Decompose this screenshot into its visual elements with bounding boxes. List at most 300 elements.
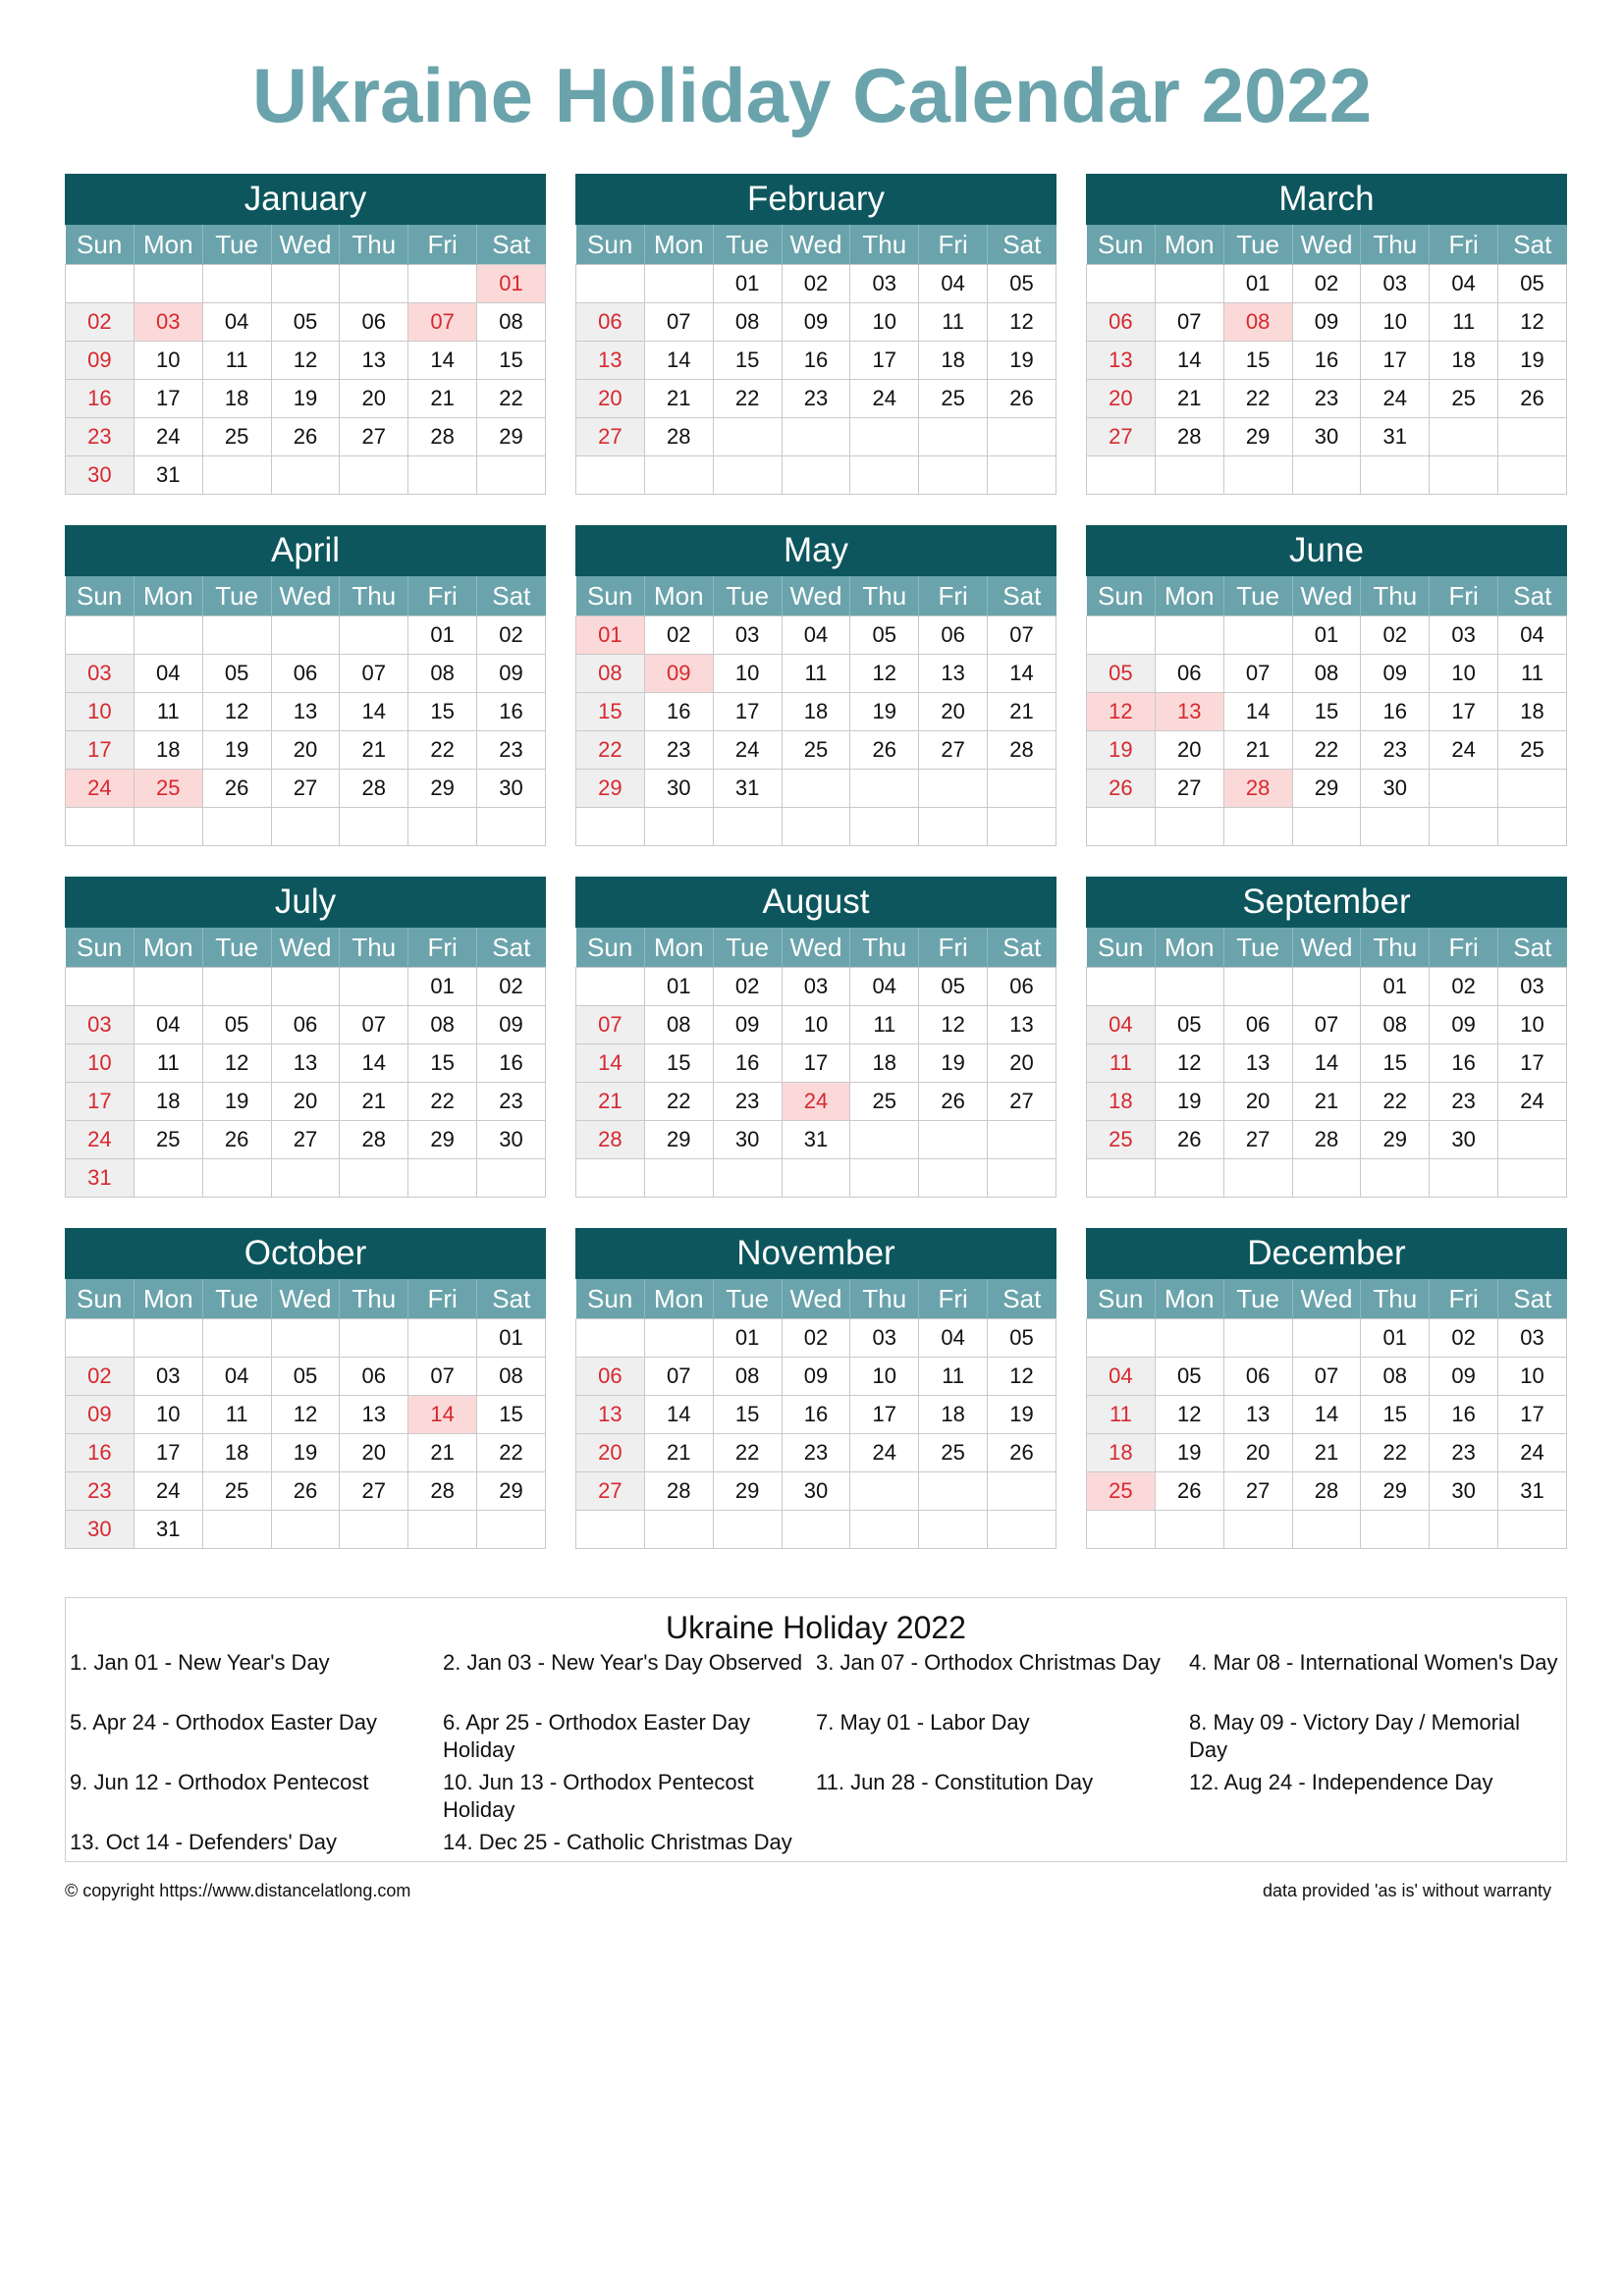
empty-day-cell bbox=[713, 418, 782, 456]
empty-day-cell bbox=[1087, 968, 1156, 1006]
month-title: August bbox=[575, 877, 1056, 928]
holiday-list-title: Ukraine Holiday 2022 bbox=[666, 1610, 966, 1645]
day-cell: 23 bbox=[1292, 380, 1361, 418]
day-cell: 13 bbox=[988, 1006, 1056, 1044]
empty-day-cell bbox=[271, 1511, 340, 1549]
day-cell: 18 bbox=[1430, 342, 1498, 380]
day-cell: 10 bbox=[850, 303, 919, 342]
day-cell: 03 bbox=[134, 1358, 202, 1396]
empty-day-cell bbox=[66, 616, 135, 655]
weekday-header: Mon bbox=[1155, 1279, 1223, 1319]
day-cell: 26 bbox=[271, 418, 340, 456]
day-cell: 25 bbox=[919, 380, 988, 418]
day-cell: 10 bbox=[1498, 1006, 1567, 1044]
day-cell: 10 bbox=[66, 1044, 135, 1083]
day-cell: 30 bbox=[1292, 418, 1361, 456]
day-cell: 14 bbox=[1155, 342, 1223, 380]
empty-day-cell bbox=[340, 265, 408, 303]
day-cell: 15 bbox=[477, 342, 546, 380]
day-cell: 20 bbox=[340, 380, 408, 418]
day-cell: 06 bbox=[271, 655, 340, 693]
day-cell: 01 bbox=[1361, 1319, 1430, 1358]
weekday-header: Fri bbox=[919, 576, 988, 616]
day-cell: 24 bbox=[1498, 1434, 1567, 1472]
weekday-header: Mon bbox=[1155, 225, 1223, 265]
day-cell: 23 bbox=[1430, 1434, 1498, 1472]
day-cell: 25 bbox=[134, 1121, 202, 1159]
day-cell: 27 bbox=[340, 418, 408, 456]
day-cell: 09 bbox=[477, 1006, 546, 1044]
day-cell: 23 bbox=[782, 380, 850, 418]
day-cell: 31 bbox=[782, 1121, 850, 1159]
day-cell: 29 bbox=[1223, 418, 1292, 456]
day-cell: 01 bbox=[1361, 968, 1430, 1006]
empty-day-cell bbox=[66, 968, 135, 1006]
day-cell: 26 bbox=[919, 1083, 988, 1121]
day-cell: 04 bbox=[850, 968, 919, 1006]
empty-day-cell bbox=[782, 808, 850, 846]
day-cell: 18 bbox=[134, 1083, 202, 1121]
day-cell: 18 bbox=[1087, 1434, 1156, 1472]
day-cell: 09 bbox=[1361, 655, 1430, 693]
day-cell: 31 bbox=[713, 770, 782, 808]
empty-day-cell bbox=[850, 418, 919, 456]
day-cell: 24 bbox=[1498, 1083, 1567, 1121]
weekday-header: Fri bbox=[1430, 576, 1498, 616]
day-cell: 26 bbox=[850, 731, 919, 770]
day-cell: 07 bbox=[408, 1358, 477, 1396]
empty-day-cell bbox=[202, 808, 271, 846]
day-cell: 13 bbox=[576, 342, 645, 380]
empty-day-cell bbox=[340, 1319, 408, 1358]
weekday-header: Sun bbox=[66, 576, 135, 616]
empty-day-cell bbox=[1361, 808, 1430, 846]
weekday-header: Thu bbox=[1361, 1279, 1430, 1319]
weekday-header: Sat bbox=[477, 928, 546, 968]
empty-day-cell bbox=[1155, 265, 1223, 303]
empty-day-cell bbox=[134, 808, 202, 846]
day-cell: 13 bbox=[1155, 693, 1223, 731]
day-cell: 18 bbox=[1087, 1083, 1156, 1121]
empty-day-cell bbox=[919, 1121, 988, 1159]
empty-day-cell bbox=[644, 265, 713, 303]
month-july bbox=[65, 877, 546, 1198]
empty-day-cell bbox=[1223, 616, 1292, 655]
day-cell: 24 bbox=[782, 1083, 850, 1121]
weekday-header: Sat bbox=[1498, 1279, 1567, 1319]
empty-day-cell bbox=[850, 1159, 919, 1198]
empty-day-cell bbox=[408, 1319, 477, 1358]
day-cell: 12 bbox=[988, 303, 1056, 342]
empty-day-cell bbox=[782, 1511, 850, 1549]
day-cell: 04 bbox=[919, 265, 988, 303]
empty-day-cell bbox=[1430, 418, 1498, 456]
weekday-header: Sun bbox=[66, 1279, 135, 1319]
day-cell: 14 bbox=[1292, 1044, 1361, 1083]
day-cell: 17 bbox=[850, 342, 919, 380]
day-cell: 01 bbox=[713, 1319, 782, 1358]
day-cell: 04 bbox=[919, 1319, 988, 1358]
day-cell: 20 bbox=[988, 1044, 1056, 1083]
empty-day-cell bbox=[1087, 1511, 1156, 1549]
day-cell: 29 bbox=[477, 418, 546, 456]
day-cell: 30 bbox=[477, 770, 546, 808]
empty-day-cell bbox=[1087, 456, 1156, 495]
day-cell: 25 bbox=[134, 770, 202, 808]
day-cell: 21 bbox=[644, 380, 713, 418]
day-cell: 07 bbox=[1223, 655, 1292, 693]
empty-day-cell bbox=[271, 456, 340, 495]
day-cell: 01 bbox=[1292, 616, 1361, 655]
holiday-item: 9. Jun 12 - Orthodox Pentecost bbox=[70, 1770, 369, 1794]
day-cell: 23 bbox=[477, 1083, 546, 1121]
weekday-header: Tue bbox=[1223, 928, 1292, 968]
day-cell: 19 bbox=[850, 693, 919, 731]
month-march bbox=[1086, 174, 1567, 495]
day-cell: 02 bbox=[1430, 1319, 1498, 1358]
day-cell: 13 bbox=[271, 693, 340, 731]
day-cell: 18 bbox=[134, 731, 202, 770]
day-cell: 16 bbox=[644, 693, 713, 731]
day-cell: 13 bbox=[919, 655, 988, 693]
day-cell: 11 bbox=[134, 1044, 202, 1083]
holiday-item: 7. May 01 - Labor Day bbox=[816, 1710, 1030, 1735]
day-cell: 16 bbox=[1430, 1396, 1498, 1434]
empty-day-cell bbox=[1498, 1121, 1567, 1159]
day-cell: 30 bbox=[66, 456, 135, 495]
empty-day-cell bbox=[1292, 456, 1361, 495]
day-cell: 21 bbox=[1223, 731, 1292, 770]
day-cell: 24 bbox=[850, 1434, 919, 1472]
day-cell: 03 bbox=[134, 303, 202, 342]
day-cell: 28 bbox=[1223, 770, 1292, 808]
day-cell: 28 bbox=[340, 1121, 408, 1159]
day-cell: 02 bbox=[782, 1319, 850, 1358]
empty-day-cell bbox=[1223, 808, 1292, 846]
day-cell: 05 bbox=[271, 1358, 340, 1396]
day-cell: 09 bbox=[713, 1006, 782, 1044]
empty-day-cell bbox=[576, 968, 645, 1006]
empty-day-cell bbox=[782, 770, 850, 808]
day-cell: 17 bbox=[1498, 1396, 1567, 1434]
weekday-header: Fri bbox=[408, 928, 477, 968]
weekday-header: Sat bbox=[1498, 225, 1567, 265]
empty-day-cell bbox=[408, 808, 477, 846]
day-cell: 22 bbox=[713, 1434, 782, 1472]
empty-day-cell bbox=[1223, 1159, 1292, 1198]
day-cell: 11 bbox=[919, 1358, 988, 1396]
day-cell: 04 bbox=[202, 303, 271, 342]
day-cell: 22 bbox=[408, 1083, 477, 1121]
weekday-header: Sun bbox=[576, 576, 645, 616]
empty-day-cell bbox=[340, 808, 408, 846]
empty-day-cell bbox=[271, 808, 340, 846]
day-cell: 30 bbox=[782, 1472, 850, 1511]
weekday-header: Thu bbox=[340, 225, 408, 265]
day-cell: 24 bbox=[134, 1472, 202, 1511]
day-cell: 03 bbox=[713, 616, 782, 655]
day-cell: 01 bbox=[408, 616, 477, 655]
day-cell: 25 bbox=[202, 1472, 271, 1511]
day-cell: 04 bbox=[134, 1006, 202, 1044]
day-cell: 09 bbox=[1430, 1006, 1498, 1044]
empty-day-cell bbox=[919, 1511, 988, 1549]
day-cell: 27 bbox=[1087, 418, 1156, 456]
day-cell: 07 bbox=[340, 655, 408, 693]
empty-day-cell bbox=[713, 1511, 782, 1549]
empty-day-cell bbox=[1498, 456, 1567, 495]
weekday-header: Thu bbox=[1361, 928, 1430, 968]
day-cell: 30 bbox=[713, 1121, 782, 1159]
weekday-header: Mon bbox=[644, 576, 713, 616]
empty-day-cell bbox=[850, 1472, 919, 1511]
day-cell: 03 bbox=[1498, 968, 1567, 1006]
day-cell: 19 bbox=[271, 1434, 340, 1472]
empty-day-cell bbox=[1155, 1319, 1223, 1358]
empty-day-cell bbox=[1223, 1319, 1292, 1358]
weekday-header: Sun bbox=[1087, 576, 1156, 616]
empty-day-cell bbox=[1155, 1511, 1223, 1549]
day-cell: 08 bbox=[1223, 303, 1292, 342]
empty-day-cell bbox=[988, 1159, 1056, 1198]
empty-day-cell bbox=[1498, 1159, 1567, 1198]
empty-day-cell bbox=[644, 808, 713, 846]
empty-day-cell bbox=[1430, 1511, 1498, 1549]
weekday-header: Mon bbox=[1155, 576, 1223, 616]
day-cell: 28 bbox=[1292, 1472, 1361, 1511]
empty-day-cell bbox=[202, 968, 271, 1006]
day-cell: 25 bbox=[202, 418, 271, 456]
month-september bbox=[1086, 877, 1567, 1198]
day-cell: 26 bbox=[1087, 770, 1156, 808]
day-cell: 24 bbox=[1361, 380, 1430, 418]
empty-day-cell bbox=[1430, 808, 1498, 846]
day-cell: 01 bbox=[477, 265, 546, 303]
empty-day-cell bbox=[1087, 808, 1156, 846]
day-cell: 05 bbox=[202, 655, 271, 693]
weekday-header: Mon bbox=[644, 225, 713, 265]
day-cell: 18 bbox=[1498, 693, 1567, 731]
day-cell: 07 bbox=[988, 616, 1056, 655]
day-cell: 25 bbox=[850, 1083, 919, 1121]
empty-day-cell bbox=[1223, 456, 1292, 495]
weekday-header: Sun bbox=[66, 225, 135, 265]
day-cell: 29 bbox=[1361, 1472, 1430, 1511]
empty-day-cell bbox=[919, 418, 988, 456]
empty-day-cell bbox=[134, 616, 202, 655]
weekday-header: Thu bbox=[850, 928, 919, 968]
day-cell: 23 bbox=[66, 1472, 135, 1511]
day-cell: 26 bbox=[1498, 380, 1567, 418]
weekday-header: Wed bbox=[782, 1279, 850, 1319]
day-cell: 10 bbox=[1430, 655, 1498, 693]
day-cell: 16 bbox=[1430, 1044, 1498, 1083]
day-cell: 15 bbox=[477, 1396, 546, 1434]
empty-day-cell bbox=[850, 1121, 919, 1159]
day-cell: 18 bbox=[782, 693, 850, 731]
day-cell: 08 bbox=[477, 303, 546, 342]
day-cell: 08 bbox=[713, 303, 782, 342]
weekday-header: Fri bbox=[919, 1279, 988, 1319]
weekday-header: Mon bbox=[134, 225, 202, 265]
day-cell: 28 bbox=[1155, 418, 1223, 456]
day-cell: 02 bbox=[66, 303, 135, 342]
empty-day-cell bbox=[1223, 1511, 1292, 1549]
day-cell: 02 bbox=[782, 265, 850, 303]
day-cell: 06 bbox=[1223, 1358, 1292, 1396]
day-cell: 18 bbox=[919, 1396, 988, 1434]
day-cell: 25 bbox=[1430, 380, 1498, 418]
weekday-header: Wed bbox=[782, 928, 850, 968]
day-cell: 22 bbox=[1292, 731, 1361, 770]
day-cell: 17 bbox=[134, 380, 202, 418]
day-cell: 19 bbox=[919, 1044, 988, 1083]
day-cell: 11 bbox=[1498, 655, 1567, 693]
day-cell: 15 bbox=[1361, 1044, 1430, 1083]
day-cell: 23 bbox=[713, 1083, 782, 1121]
month-title: November bbox=[575, 1228, 1056, 1279]
day-cell: 20 bbox=[271, 1083, 340, 1121]
weekday-header: Sun bbox=[1087, 225, 1156, 265]
empty-day-cell bbox=[576, 456, 645, 495]
day-cell: 26 bbox=[1155, 1121, 1223, 1159]
day-cell: 04 bbox=[1430, 265, 1498, 303]
day-cell: 05 bbox=[919, 968, 988, 1006]
empty-day-cell bbox=[576, 1511, 645, 1549]
empty-day-cell bbox=[1087, 265, 1156, 303]
weekday-header: Tue bbox=[1223, 1279, 1292, 1319]
empty-day-cell bbox=[1292, 1319, 1361, 1358]
day-cell: 22 bbox=[644, 1083, 713, 1121]
month-august bbox=[575, 877, 1056, 1198]
day-cell: 07 bbox=[644, 1358, 713, 1396]
day-cell: 07 bbox=[1155, 303, 1223, 342]
empty-day-cell bbox=[644, 456, 713, 495]
day-cell: 03 bbox=[1361, 265, 1430, 303]
day-cell: 22 bbox=[1223, 380, 1292, 418]
day-cell: 11 bbox=[850, 1006, 919, 1044]
day-cell: 16 bbox=[477, 693, 546, 731]
day-cell: 11 bbox=[782, 655, 850, 693]
day-cell: 04 bbox=[1087, 1006, 1156, 1044]
weekday-header: Thu bbox=[850, 225, 919, 265]
month-title: December bbox=[1086, 1228, 1567, 1279]
empty-day-cell bbox=[850, 808, 919, 846]
day-cell: 24 bbox=[66, 770, 135, 808]
empty-day-cell bbox=[271, 1319, 340, 1358]
day-cell: 25 bbox=[919, 1434, 988, 1472]
day-cell: 25 bbox=[1087, 1472, 1156, 1511]
day-cell: 05 bbox=[271, 303, 340, 342]
day-cell: 21 bbox=[576, 1083, 645, 1121]
empty-day-cell bbox=[1292, 968, 1361, 1006]
weekday-header: Thu bbox=[1361, 576, 1430, 616]
weekday-header: Sun bbox=[576, 928, 645, 968]
day-cell: 11 bbox=[202, 342, 271, 380]
day-cell: 28 bbox=[644, 1472, 713, 1511]
day-cell: 04 bbox=[1087, 1358, 1156, 1396]
weekday-header: Thu bbox=[850, 576, 919, 616]
day-cell: 19 bbox=[988, 1396, 1056, 1434]
day-cell: 23 bbox=[477, 731, 546, 770]
day-cell: 20 bbox=[919, 693, 988, 731]
weekday-header: Wed bbox=[1292, 928, 1361, 968]
empty-day-cell bbox=[1087, 616, 1156, 655]
empty-day-cell bbox=[134, 1159, 202, 1198]
day-cell: 05 bbox=[1087, 655, 1156, 693]
day-cell: 28 bbox=[576, 1121, 645, 1159]
day-cell: 03 bbox=[66, 1006, 135, 1044]
empty-day-cell bbox=[1498, 770, 1567, 808]
month-january bbox=[65, 174, 546, 495]
holiday-item: 1. Jan 01 - New Year's Day bbox=[70, 1650, 330, 1675]
day-cell: 29 bbox=[644, 1121, 713, 1159]
weekday-header: Wed bbox=[271, 1279, 340, 1319]
day-cell: 16 bbox=[713, 1044, 782, 1083]
weekday-header: Sun bbox=[576, 225, 645, 265]
empty-day-cell bbox=[1430, 456, 1498, 495]
day-cell: 05 bbox=[1498, 265, 1567, 303]
month-title: September bbox=[1086, 877, 1567, 928]
day-cell: 16 bbox=[66, 1434, 135, 1472]
weekday-header: Sat bbox=[1498, 928, 1567, 968]
day-cell: 21 bbox=[340, 1083, 408, 1121]
month-title: January bbox=[65, 174, 546, 225]
day-cell: 04 bbox=[134, 655, 202, 693]
empty-day-cell bbox=[713, 1159, 782, 1198]
weekday-header: Wed bbox=[1292, 225, 1361, 265]
day-cell: 15 bbox=[408, 693, 477, 731]
day-cell: 10 bbox=[134, 1396, 202, 1434]
day-cell: 31 bbox=[66, 1159, 135, 1198]
empty-day-cell bbox=[408, 456, 477, 495]
day-cell: 17 bbox=[782, 1044, 850, 1083]
month-may bbox=[575, 525, 1056, 846]
day-cell: 06 bbox=[576, 303, 645, 342]
empty-day-cell bbox=[1155, 1159, 1223, 1198]
day-cell: 29 bbox=[1292, 770, 1361, 808]
empty-day-cell bbox=[477, 1159, 546, 1198]
day-cell: 06 bbox=[340, 1358, 408, 1396]
day-cell: 19 bbox=[202, 1083, 271, 1121]
day-cell: 09 bbox=[1292, 303, 1361, 342]
day-cell: 19 bbox=[988, 342, 1056, 380]
day-cell: 14 bbox=[1223, 693, 1292, 731]
day-cell: 12 bbox=[1155, 1396, 1223, 1434]
empty-day-cell bbox=[408, 1159, 477, 1198]
day-cell: 15 bbox=[408, 1044, 477, 1083]
empty-day-cell bbox=[202, 456, 271, 495]
day-cell: 16 bbox=[782, 1396, 850, 1434]
day-cell: 07 bbox=[1292, 1358, 1361, 1396]
empty-day-cell bbox=[340, 968, 408, 1006]
day-cell: 23 bbox=[1430, 1083, 1498, 1121]
weekday-header: Sun bbox=[576, 1279, 645, 1319]
empty-day-cell bbox=[919, 770, 988, 808]
empty-day-cell bbox=[919, 456, 988, 495]
day-cell: 03 bbox=[1430, 616, 1498, 655]
day-cell: 03 bbox=[850, 265, 919, 303]
empty-day-cell bbox=[66, 265, 135, 303]
day-cell: 05 bbox=[850, 616, 919, 655]
empty-day-cell bbox=[66, 1319, 135, 1358]
day-cell: 26 bbox=[202, 1121, 271, 1159]
holiday-item: 12. Aug 24 - Independence Day bbox=[1189, 1770, 1493, 1794]
day-cell: 14 bbox=[644, 342, 713, 380]
month-october bbox=[65, 1228, 546, 1549]
day-cell: 03 bbox=[782, 968, 850, 1006]
day-cell: 12 bbox=[202, 1044, 271, 1083]
